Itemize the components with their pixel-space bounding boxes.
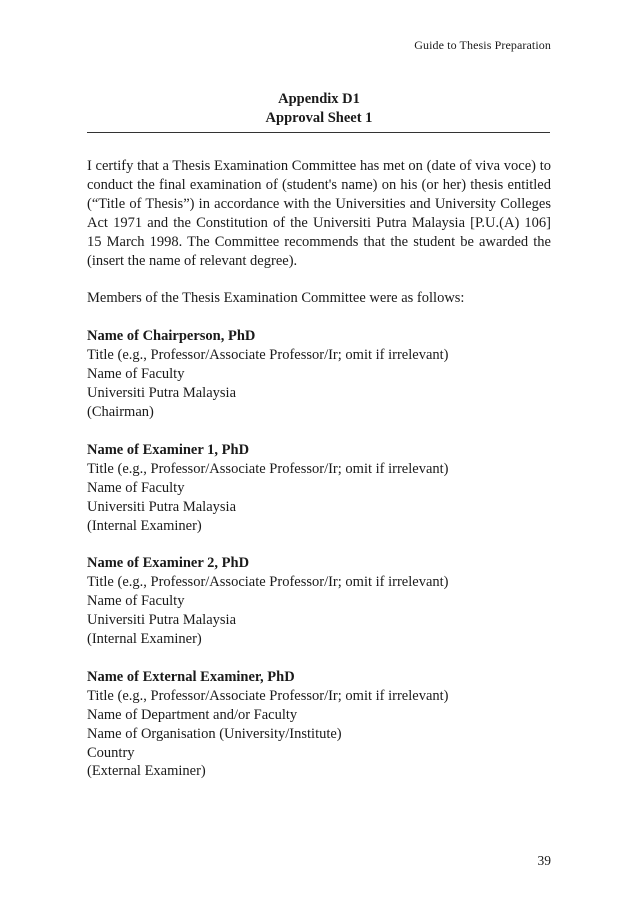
certification-paragraph: I certify that a Thesis Examination Committee has met on (date of viva voce) to conduct the final examination of (student's name) on his (or her) thesis entitled (“Title of Thesis”) in accordance with the Universities and University Colleges Act 1971 and the Constitution of the Universiti Putra Malaysia [P.U.(A) 106] 15 March 1998. The Committee recommends that the student be awarded the (insert the name of relevant degree). [87,158,551,269]
member-role: (Chairman) [87,403,154,420]
member-role: (Internal Examiner) [87,517,202,534]
member-institution: Universiti Putra Malaysia [87,498,237,515]
approval-sheet-title: Approval Sheet 1 [265,110,373,126]
member-department: Name of Faculty [87,593,185,610]
member-external-examiner [87,668,551,781]
member-institution: Name of Organisation (University/Institute) [87,725,342,742]
member-examiner-1 [87,441,551,536]
member-title: Title (e.g., Professor/Associate Professor/Ir; omit if irrelevant) [87,460,449,477]
members-intro: Members of the Thesis Examination Committee were as follows: [87,290,465,307]
member-title: Title (e.g., Professor/Associate Professor/Ir; omit if irrelevant) [87,687,449,704]
member-department: Name of Faculty [87,479,185,496]
member-department: Name of Faculty [87,366,185,383]
page-number: 39 [537,853,551,868]
member-name: Name of Chairperson, PhD [87,328,256,345]
running-header: Guide to Thesis Preparation [414,38,551,52]
title-divider [87,132,550,133]
member-chairperson [87,327,551,422]
member-name: Name of External Examiner, PhD [87,668,295,685]
member-role: (External Examiner) [87,763,206,780]
member-department: Name of Department and/or Faculty [87,706,298,723]
member-institution: Universiti Putra Malaysia [87,612,237,629]
member-name: Name of Examiner 1, PhD [87,441,250,458]
member-title: Title (e.g., Professor/Associate Professor/Ir; omit if irrelevant) [87,574,449,591]
title-block [87,90,551,128]
member-country: Country [87,744,135,761]
appendix-title: Appendix D1 [278,91,360,107]
member-examiner-2 [87,554,551,649]
member-title: Title (e.g., Professor/Associate Professor/Ir; omit if irrelevant) [87,347,449,364]
member-institution: Universiti Putra Malaysia [87,385,237,402]
document-body [87,157,551,781]
member-role: (Internal Examiner) [87,631,202,648]
member-name: Name of Examiner 2, PhD [87,555,250,572]
